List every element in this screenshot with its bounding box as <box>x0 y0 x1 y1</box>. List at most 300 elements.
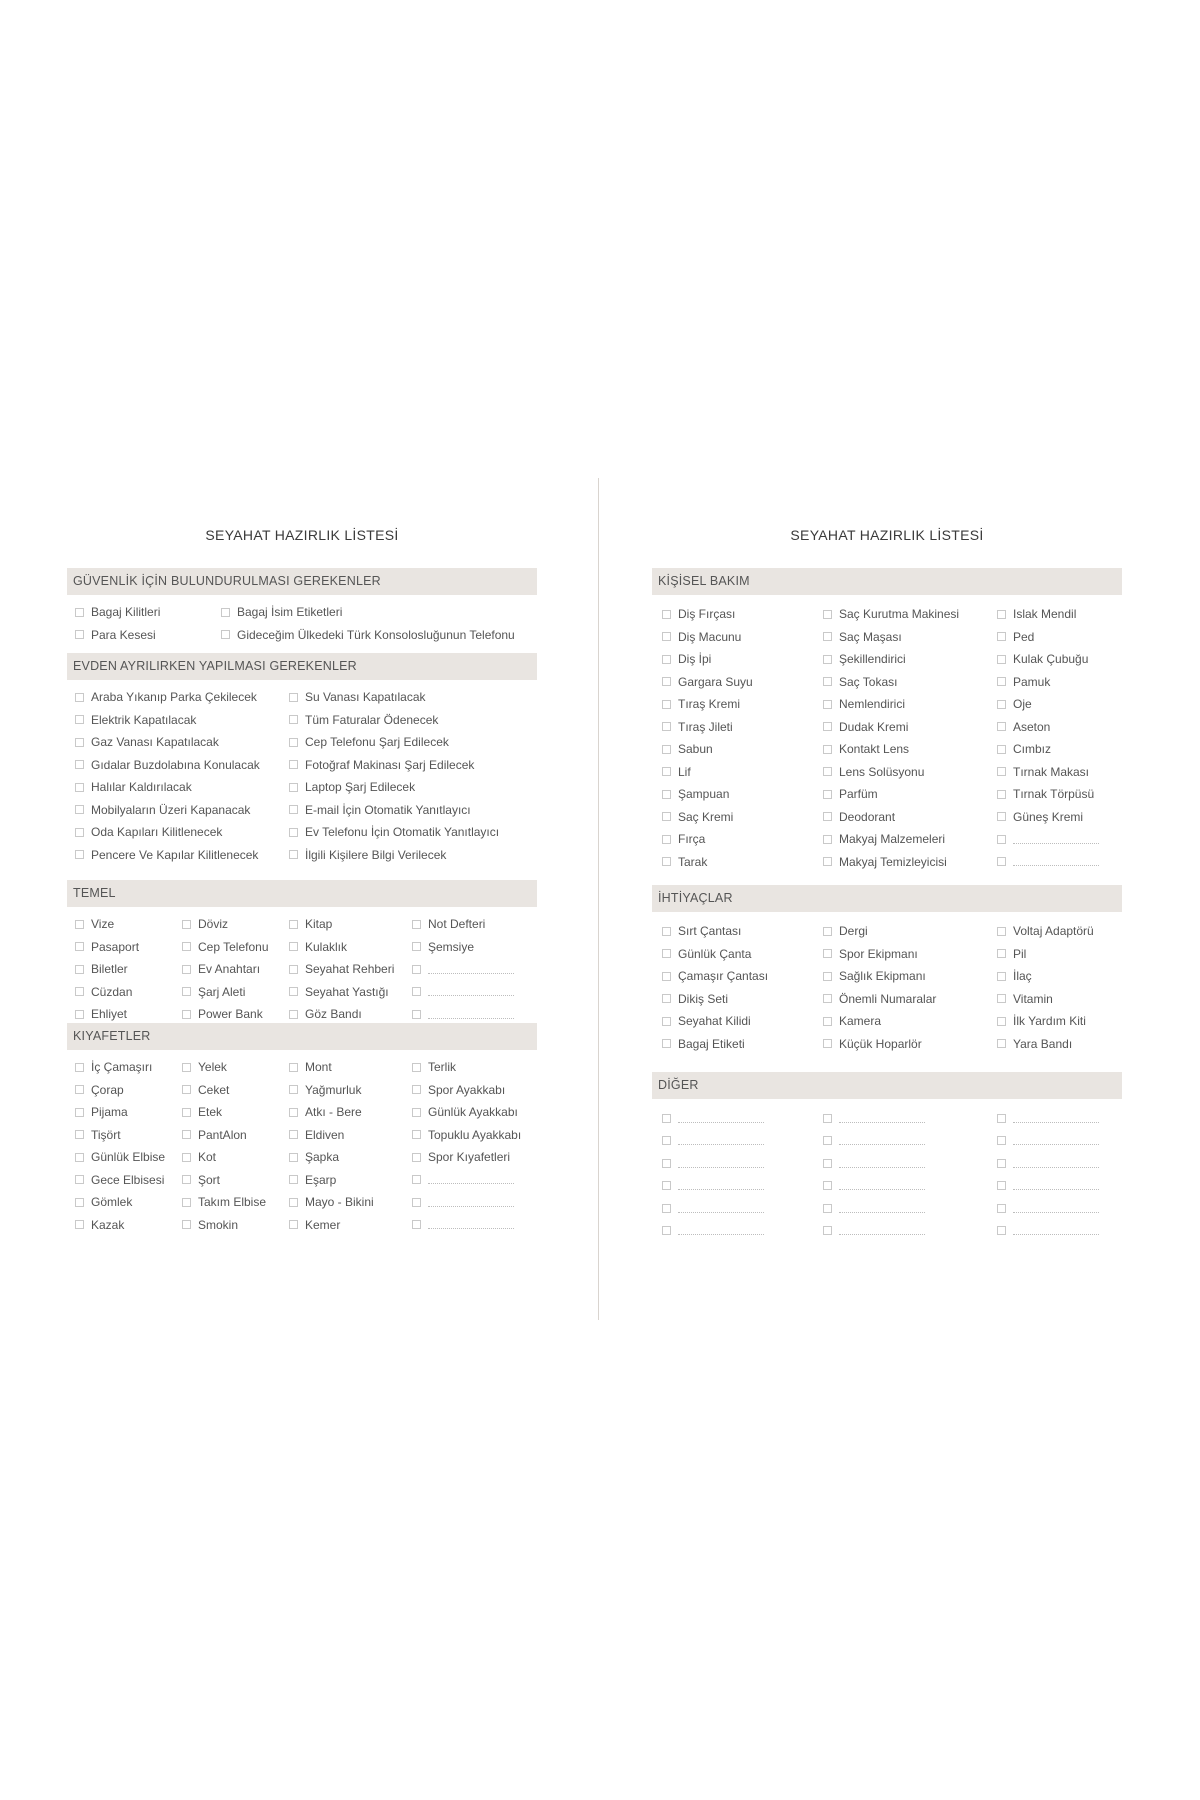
checklist-item-onemli-numaralar[interactable] <box>823 988 936 1010</box>
checklist-item-esarp[interactable] <box>289 1169 336 1191</box>
checkbox-icon[interactable] <box>182 1063 191 1072</box>
checkbox-icon[interactable] <box>182 1175 191 1184</box>
checkbox-icon[interactable] <box>662 972 671 981</box>
checklist-item-halilar-kaldirilacak[interactable] <box>75 776 192 798</box>
checklist-item-blank[interactable] <box>412 1003 514 1025</box>
checkbox-icon[interactable] <box>997 1114 1006 1123</box>
checkbox-icon[interactable] <box>662 767 671 776</box>
checklist-item-vize[interactable] <box>75 913 114 935</box>
checklist-item-corap[interactable] <box>75 1079 124 1101</box>
checkbox-icon[interactable] <box>289 738 298 747</box>
blank-write-line[interactable] <box>428 1206 514 1207</box>
checkbox-icon[interactable] <box>662 1181 671 1190</box>
checkbox-icon[interactable] <box>75 608 84 617</box>
checklist-item-kot[interactable] <box>182 1146 216 1168</box>
checklist-item-gargara-suyu[interactable] <box>662 671 753 693</box>
checkbox-icon[interactable] <box>182 965 191 974</box>
checklist-item-dergi[interactable] <box>823 920 868 942</box>
checkbox-icon[interactable] <box>75 965 84 974</box>
checkbox-icon[interactable] <box>412 1085 421 1094</box>
blank-write-line[interactable] <box>678 1122 764 1123</box>
checkbox-icon[interactable] <box>75 1010 84 1019</box>
blank-write-line[interactable] <box>1013 843 1099 844</box>
checkbox-icon[interactable] <box>75 1108 84 1117</box>
checklist-item-seyahat-rehberi[interactable] <box>289 958 394 980</box>
checkbox-icon[interactable] <box>997 927 1006 936</box>
checklist-item-voltaj-adaptoru[interactable] <box>997 920 1094 942</box>
checklist-item-blank[interactable] <box>997 1197 1099 1219</box>
checkbox-icon[interactable] <box>662 700 671 709</box>
checkbox-icon[interactable] <box>75 693 84 702</box>
checklist-item-lif[interactable] <box>662 761 691 783</box>
checklist-item-tirnak-makasi[interactable] <box>997 761 1089 783</box>
checklist-item-kamera[interactable] <box>823 1010 881 1032</box>
checklist-item-blank[interactable] <box>412 981 514 1003</box>
checklist-item-spor-ayakkabi[interactable] <box>412 1079 505 1101</box>
checklist-item-power-bank[interactable] <box>182 1003 263 1025</box>
checklist-item-ev-anahtari[interactable] <box>182 958 260 980</box>
checklist-item-pamuk[interactable] <box>997 671 1050 693</box>
blank-write-line[interactable] <box>428 1183 514 1184</box>
checklist-item-gunluk-canta[interactable] <box>662 943 751 965</box>
checklist-item-e-mail-icin-otomatik-yanitlayici[interactable] <box>289 799 471 821</box>
checklist-item-kemer[interactable] <box>289 1214 340 1236</box>
checklist-item-ilac[interactable] <box>997 965 1032 987</box>
checkbox-icon[interactable] <box>662 632 671 641</box>
checklist-item-vitamin[interactable] <box>997 988 1053 1010</box>
checkbox-icon[interactable] <box>289 1063 298 1072</box>
blank-write-line[interactable] <box>839 1144 925 1145</box>
checklist-item-tarak[interactable] <box>662 851 707 873</box>
checkbox-icon[interactable] <box>75 630 84 639</box>
checklist-item-sac-kurutma-makinesi[interactable] <box>823 603 959 625</box>
checklist-item-ped[interactable] <box>997 626 1034 648</box>
checkbox-icon[interactable] <box>662 1159 671 1168</box>
checklist-item-lens-solusyonu[interactable] <box>823 761 924 783</box>
checklist-item-gunluk-ayakkabi[interactable] <box>412 1101 518 1123</box>
checklist-item-gomlek[interactable] <box>75 1191 132 1213</box>
checkbox-icon[interactable] <box>997 812 1006 821</box>
checkbox-icon[interactable] <box>289 1175 298 1184</box>
checkbox-icon[interactable] <box>823 1226 832 1235</box>
checkbox-icon[interactable] <box>75 1153 84 1162</box>
checklist-item-sac-tokasi[interactable] <box>823 671 897 693</box>
checklist-item-kulak-cubugu[interactable] <box>997 648 1088 670</box>
checkbox-icon[interactable] <box>289 1108 298 1117</box>
checklist-item-camasir-cantasi[interactable] <box>662 965 768 987</box>
checklist-item-bagaj-etiketi[interactable] <box>662 1033 745 1055</box>
checklist-item-blank[interactable] <box>662 1175 764 1197</box>
checklist-item-dis-macunu[interactable] <box>662 626 741 648</box>
checkbox-icon[interactable] <box>221 608 230 617</box>
checkbox-icon[interactable] <box>289 987 298 996</box>
checkbox-icon[interactable] <box>997 677 1006 686</box>
checkbox-icon[interactable] <box>182 942 191 951</box>
checklist-item-sabun[interactable] <box>662 738 713 760</box>
checklist-item-pencere-ve-kapilar-kilitlenecek[interactable] <box>75 844 258 866</box>
checkbox-icon[interactable] <box>75 828 84 837</box>
checklist-item-blank[interactable] <box>662 1220 764 1242</box>
checklist-item-cimbiz[interactable] <box>997 738 1051 760</box>
blank-write-line[interactable] <box>678 1212 764 1213</box>
checklist-item-blank[interactable] <box>997 1107 1099 1129</box>
checklist-item-blank[interactable] <box>823 1220 925 1242</box>
checkbox-icon[interactable] <box>182 1085 191 1094</box>
checklist-item-gaz-vanasi-kapatilacak[interactable] <box>75 731 219 753</box>
checklist-item-blank[interactable] <box>997 1152 1099 1174</box>
checklist-item-oda-kapilari-kilitlenecek[interactable] <box>75 821 222 843</box>
checklist-item-blank[interactable] <box>997 1130 1099 1152</box>
checkbox-icon[interactable] <box>662 994 671 1003</box>
checklist-item-etek[interactable] <box>182 1101 222 1123</box>
checklist-item-para-kesesi[interactable] <box>75 624 156 646</box>
checklist-item-blank[interactable] <box>662 1107 764 1129</box>
blank-write-line[interactable] <box>839 1167 925 1168</box>
blank-write-line[interactable] <box>1013 1144 1099 1145</box>
checkbox-icon[interactable] <box>997 722 1006 731</box>
checklist-item-blank[interactable] <box>823 1130 925 1152</box>
checkbox-icon[interactable] <box>412 965 421 974</box>
checkbox-icon[interactable] <box>823 610 832 619</box>
checklist-item-makyaj-temizleyicisi[interactable] <box>823 851 947 873</box>
checkbox-icon[interactable] <box>289 1130 298 1139</box>
checklist-item-cuzdan[interactable] <box>75 981 132 1003</box>
checkbox-icon[interactable] <box>662 927 671 936</box>
checkbox-icon[interactable] <box>75 1175 84 1184</box>
checkbox-icon[interactable] <box>75 738 84 747</box>
checkbox-icon[interactable] <box>75 1220 84 1229</box>
checkbox-icon[interactable] <box>289 1153 298 1162</box>
checkbox-icon[interactable] <box>823 767 832 776</box>
checklist-item-cep-telefonu-sarj-edilecek[interactable] <box>289 731 449 753</box>
checklist-item-laptop-sarj-edilecek[interactable] <box>289 776 415 798</box>
checkbox-icon[interactable] <box>823 655 832 664</box>
checklist-item-deodorant[interactable] <box>823 806 895 828</box>
checkbox-icon[interactable] <box>289 805 298 814</box>
checkbox-icon[interactable] <box>997 790 1006 799</box>
checklist-item-blank[interactable] <box>662 1130 764 1152</box>
checkbox-icon[interactable] <box>997 994 1006 1003</box>
checkbox-icon[interactable] <box>823 812 832 821</box>
checklist-item-blank[interactable] <box>823 1175 925 1197</box>
checklist-item-dudak-kremi[interactable] <box>823 716 908 738</box>
checklist-item-islak-mendil[interactable] <box>997 603 1076 625</box>
checklist-item-terlik[interactable] <box>412 1056 456 1078</box>
checkbox-icon[interactable] <box>75 942 84 951</box>
checkbox-icon[interactable] <box>412 1153 421 1162</box>
checklist-item-semsiye[interactable] <box>412 936 474 958</box>
checkbox-icon[interactable] <box>182 1198 191 1207</box>
checkbox-icon[interactable] <box>412 1063 421 1072</box>
checkbox-icon[interactable] <box>823 835 832 844</box>
checklist-item-blank[interactable] <box>662 1152 764 1174</box>
blank-write-line[interactable] <box>1013 1189 1099 1190</box>
checkbox-icon[interactable] <box>221 630 230 639</box>
checkbox-icon[interactable] <box>412 1010 421 1019</box>
checkbox-icon[interactable] <box>662 857 671 866</box>
checkbox-icon[interactable] <box>289 1010 298 1019</box>
checklist-item-goz-bandi[interactable] <box>289 1003 362 1025</box>
checkbox-icon[interactable] <box>662 790 671 799</box>
checklist-item-yelek[interactable] <box>182 1056 227 1078</box>
checkbox-icon[interactable] <box>412 942 421 951</box>
checkbox-icon[interactable] <box>997 1017 1006 1026</box>
checklist-item-atki-bere[interactable] <box>289 1101 362 1123</box>
checklist-item-seyahat-kilidi[interactable] <box>662 1010 751 1032</box>
checkbox-icon[interactable] <box>662 1039 671 1048</box>
blank-write-line[interactable] <box>678 1189 764 1190</box>
checkbox-icon[interactable] <box>662 1114 671 1123</box>
checklist-item-sac-masasi[interactable] <box>823 626 902 648</box>
checklist-item-topuklu-ayakkabi[interactable] <box>412 1124 521 1146</box>
checklist-item-tum-faturalar-odenecek[interactable] <box>289 709 438 731</box>
checklist-item-blank[interactable] <box>997 1175 1099 1197</box>
checkbox-icon[interactable] <box>823 1204 832 1213</box>
checklist-item-aseton[interactable] <box>997 716 1050 738</box>
checklist-item-eldiven[interactable] <box>289 1124 344 1146</box>
checkbox-icon[interactable] <box>823 994 832 1003</box>
checkbox-icon[interactable] <box>997 972 1006 981</box>
checkbox-icon[interactable] <box>412 1198 421 1207</box>
checkbox-icon[interactable] <box>823 722 832 731</box>
checklist-item-blank[interactable] <box>823 1152 925 1174</box>
checklist-item-doviz[interactable] <box>182 913 228 935</box>
checkbox-icon[interactable] <box>662 835 671 844</box>
checklist-item-tirnak-torpusu[interactable] <box>997 783 1094 805</box>
checklist-item-sapka[interactable] <box>289 1146 339 1168</box>
checkbox-icon[interactable] <box>75 805 84 814</box>
checklist-item-ehliyet[interactable] <box>75 1003 127 1025</box>
checklist-item-biletler[interactable] <box>75 958 128 980</box>
blank-write-line[interactable] <box>678 1167 764 1168</box>
checkbox-icon[interactable] <box>75 1198 84 1207</box>
checklist-item-ilgili-kisilere-bilgi-verilecek[interactable] <box>289 844 446 866</box>
checkbox-icon[interactable] <box>997 700 1006 709</box>
checklist-item-parfum[interactable] <box>823 783 878 805</box>
checkbox-icon[interactable] <box>823 1181 832 1190</box>
checkbox-icon[interactable] <box>823 949 832 958</box>
checklist-item-blank[interactable] <box>823 1107 925 1129</box>
checklist-item-dis-fircasi[interactable] <box>662 603 735 625</box>
checklist-item-takim-elbise[interactable] <box>182 1191 266 1213</box>
checkbox-icon[interactable] <box>997 1226 1006 1235</box>
checklist-item-kazak[interactable] <box>75 1214 124 1236</box>
checkbox-icon[interactable] <box>823 1017 832 1026</box>
checkbox-icon[interactable] <box>289 1220 298 1229</box>
checklist-item-elektrik-kapatilacak[interactable] <box>75 709 196 731</box>
blank-write-line[interactable] <box>1013 1167 1099 1168</box>
checkbox-icon[interactable] <box>662 1204 671 1213</box>
checkbox-icon[interactable] <box>182 1220 191 1229</box>
checkbox-icon[interactable] <box>997 1181 1006 1190</box>
checklist-item-tiras-kremi[interactable] <box>662 693 740 715</box>
blank-write-line[interactable] <box>428 973 514 974</box>
checklist-item-blank[interactable] <box>412 1191 514 1213</box>
checkbox-icon[interactable] <box>182 920 191 929</box>
checkbox-icon[interactable] <box>823 1114 832 1123</box>
checklist-item-pil[interactable] <box>997 943 1026 965</box>
checklist-item-blank[interactable] <box>997 851 1099 873</box>
blank-write-line[interactable] <box>1013 865 1099 866</box>
checklist-item-blank[interactable] <box>412 1169 514 1191</box>
checklist-item-blank[interactable] <box>412 958 514 980</box>
checklist-item-gunes-kremi[interactable] <box>997 806 1083 828</box>
checklist-item-ilk-yardim-kiti[interactable] <box>997 1010 1086 1032</box>
checkbox-icon[interactable] <box>662 1226 671 1235</box>
checkbox-icon[interactable] <box>75 783 84 792</box>
checklist-item-sarj-aleti[interactable] <box>182 981 245 1003</box>
checklist-item-pantalon[interactable] <box>182 1124 247 1146</box>
checklist-item-mobilyalarin-uzeri-kapanacak[interactable] <box>75 799 250 821</box>
checklist-item-sirt-cantasi[interactable] <box>662 920 741 942</box>
checkbox-icon[interactable] <box>662 1136 671 1145</box>
checkbox-icon[interactable] <box>823 677 832 686</box>
checkbox-icon[interactable] <box>662 677 671 686</box>
checklist-item-bagaj-isim-etiketleri[interactable] <box>221 601 342 623</box>
checklist-item-pijama[interactable] <box>75 1101 128 1123</box>
checkbox-icon[interactable] <box>662 949 671 958</box>
blank-write-line[interactable] <box>839 1234 925 1235</box>
checkbox-icon[interactable] <box>997 745 1006 754</box>
checklist-item-mont[interactable] <box>289 1056 332 1078</box>
checkbox-icon[interactable] <box>412 1220 421 1229</box>
checkbox-icon[interactable] <box>182 987 191 996</box>
checkbox-icon[interactable] <box>75 1130 84 1139</box>
checkbox-icon[interactable] <box>662 812 671 821</box>
checklist-item-su-vanasi-kapatilacak[interactable] <box>289 686 426 708</box>
checkbox-icon[interactable] <box>182 1153 191 1162</box>
checklist-item-yara-bandi[interactable] <box>997 1033 1072 1055</box>
checkbox-icon[interactable] <box>289 783 298 792</box>
checkbox-icon[interactable] <box>289 942 298 951</box>
checklist-item-sort[interactable] <box>182 1169 220 1191</box>
checkbox-icon[interactable] <box>997 632 1006 641</box>
checkbox-icon[interactable] <box>997 949 1006 958</box>
checklist-item-tisort[interactable] <box>75 1124 121 1146</box>
checklist-item-seyahat-yastigi[interactable] <box>289 981 389 1003</box>
checklist-item-kucuk-hoparlor[interactable] <box>823 1033 922 1055</box>
checkbox-icon[interactable] <box>997 1159 1006 1168</box>
checkbox-icon[interactable] <box>289 965 298 974</box>
checkbox-icon[interactable] <box>662 655 671 664</box>
checkbox-icon[interactable] <box>997 610 1006 619</box>
checklist-item-gidalar-buzdolabina-konulacak[interactable] <box>75 754 260 776</box>
checklist-item-ev-telefonu-icin-otomatik-yanitlayici[interactable] <box>289 821 499 843</box>
checkbox-icon[interactable] <box>997 857 1006 866</box>
checklist-item-sac-kremi[interactable] <box>662 806 733 828</box>
checklist-item-oje[interactable] <box>997 693 1032 715</box>
checklist-item-blank[interactable] <box>662 1197 764 1219</box>
checkbox-icon[interactable] <box>662 610 671 619</box>
blank-write-line[interactable] <box>428 1018 514 1019</box>
checklist-item-gece-elbisesi[interactable] <box>75 1169 164 1191</box>
blank-write-line[interactable] <box>428 1228 514 1229</box>
checklist-item-sampuan[interactable] <box>662 783 729 805</box>
checkbox-icon[interactable] <box>75 1085 84 1094</box>
checkbox-icon[interactable] <box>997 835 1006 844</box>
checkbox-icon[interactable] <box>823 972 832 981</box>
checklist-item-yagmurluk[interactable] <box>289 1079 361 1101</box>
checkbox-icon[interactable] <box>412 987 421 996</box>
checkbox-icon[interactable] <box>75 850 84 859</box>
checkbox-icon[interactable] <box>289 1085 298 1094</box>
checklist-item-spor-kiyafetleri[interactable] <box>412 1146 510 1168</box>
checkbox-icon[interactable] <box>662 745 671 754</box>
checkbox-icon[interactable] <box>823 745 832 754</box>
checklist-item-ic-camasiri[interactable] <box>75 1056 152 1078</box>
checklist-item-kitap[interactable] <box>289 913 332 935</box>
checkbox-icon[interactable] <box>289 760 298 769</box>
checkbox-icon[interactable] <box>289 920 298 929</box>
checkbox-icon[interactable] <box>289 1198 298 1207</box>
checkbox-icon[interactable] <box>823 1159 832 1168</box>
checkbox-icon[interactable] <box>823 1136 832 1145</box>
checklist-item-fotograf-makinasi-sarj-edilecek[interactable] <box>289 754 474 776</box>
checklist-item-gunluk-elbise[interactable] <box>75 1146 165 1168</box>
checklist-item-tiras-jileti[interactable] <box>662 716 733 738</box>
checkbox-icon[interactable] <box>823 857 832 866</box>
blank-write-line[interactable] <box>839 1122 925 1123</box>
blank-write-line[interactable] <box>678 1144 764 1145</box>
checkbox-icon[interactable] <box>997 1136 1006 1145</box>
checkbox-icon[interactable] <box>997 767 1006 776</box>
checklist-item-mayo-bikini[interactable] <box>289 1191 374 1213</box>
checkbox-icon[interactable] <box>412 1108 421 1117</box>
checkbox-icon[interactable] <box>182 1108 191 1117</box>
checkbox-icon[interactable] <box>182 1010 191 1019</box>
checkbox-icon[interactable] <box>412 1130 421 1139</box>
checklist-item-nemlendirici[interactable] <box>823 693 905 715</box>
checklist-item-saglik-ekipmani[interactable] <box>823 965 926 987</box>
checklist-item-blank[interactable] <box>412 1214 514 1236</box>
checklist-item-kulaklik[interactable] <box>289 936 347 958</box>
checkbox-icon[interactable] <box>75 760 84 769</box>
checklist-item-gidecegim-ulkedeki-turk-konsoloslugunun-telefonu[interactable] <box>221 624 515 646</box>
checklist-item-ceket[interactable] <box>182 1079 229 1101</box>
checkbox-icon[interactable] <box>662 1017 671 1026</box>
checkbox-icon[interactable] <box>662 722 671 731</box>
blank-write-line[interactable] <box>428 995 514 996</box>
checklist-item-makyaj-malzemeleri[interactable] <box>823 828 945 850</box>
checkbox-icon[interactable] <box>823 790 832 799</box>
checklist-item-spor-ekipmani[interactable] <box>823 943 918 965</box>
checkbox-icon[interactable] <box>75 715 84 724</box>
checklist-item-bagaj-kilitleri[interactable] <box>75 601 160 623</box>
checklist-item-smokin[interactable] <box>182 1214 238 1236</box>
checkbox-icon[interactable] <box>182 1130 191 1139</box>
checkbox-icon[interactable] <box>75 920 84 929</box>
checklist-item-araba-yikanip-parka-cekilecek[interactable] <box>75 686 257 708</box>
checkbox-icon[interactable] <box>823 632 832 641</box>
checkbox-icon[interactable] <box>412 920 421 929</box>
checklist-item-dikis-seti[interactable] <box>662 988 728 1010</box>
checkbox-icon[interactable] <box>412 1175 421 1184</box>
checkbox-icon[interactable] <box>289 828 298 837</box>
checklist-item-not-defteri[interactable] <box>412 913 485 935</box>
checklist-item-sekillendirici[interactable] <box>823 648 906 670</box>
checkbox-icon[interactable] <box>997 1039 1006 1048</box>
checklist-item-pasaport[interactable] <box>75 936 139 958</box>
checkbox-icon[interactable] <box>289 715 298 724</box>
checkbox-icon[interactable] <box>289 693 298 702</box>
checkbox-icon[interactable] <box>75 1063 84 1072</box>
checklist-item-blank[interactable] <box>997 828 1099 850</box>
checkbox-icon[interactable] <box>823 700 832 709</box>
blank-write-line[interactable] <box>839 1212 925 1213</box>
checklist-item-firca[interactable] <box>662 828 705 850</box>
checklist-item-blank[interactable] <box>823 1197 925 1219</box>
checkbox-icon[interactable] <box>289 850 298 859</box>
